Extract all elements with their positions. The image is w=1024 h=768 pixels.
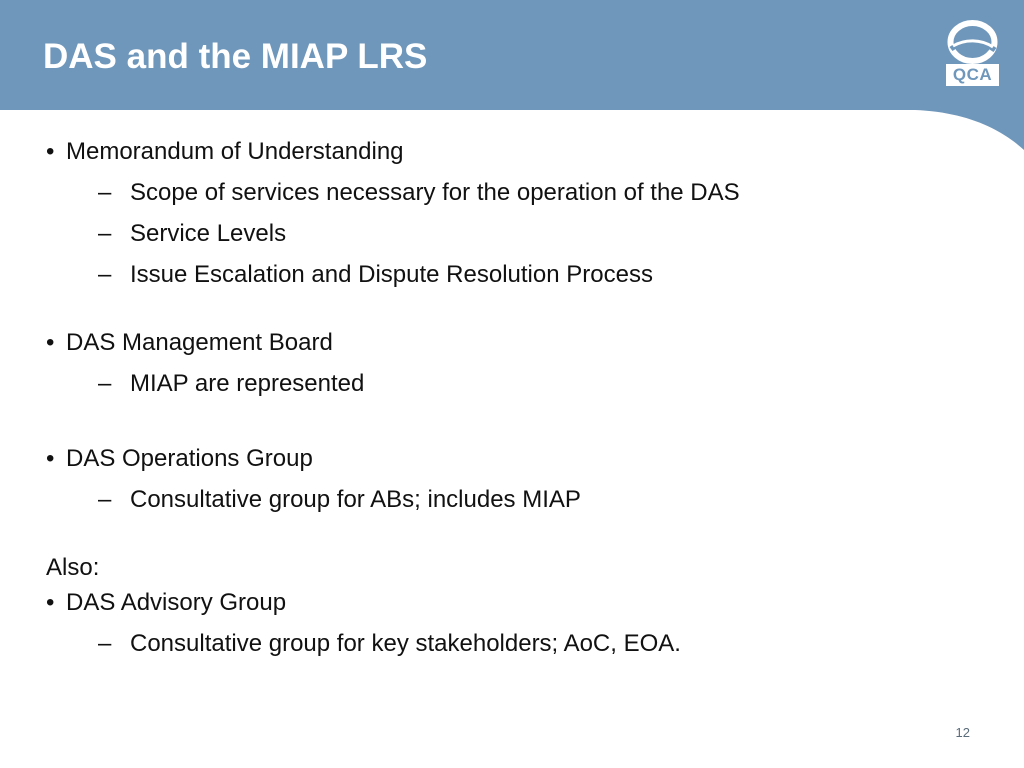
sub-bullet-service-levels: Service Levels [130, 220, 287, 247]
sub-bullet-consultative-stakeholders: Consultative group for key stakeholders; AoC, EOA. [130, 630, 681, 657]
dash-marker: – [98, 630, 112, 657]
sub-bullet-consultative-abs: Consultative group for ABs; includes MIAP [130, 486, 581, 513]
sub-bullet-miap-represented: MIAP are represented [130, 370, 365, 397]
dash-marker: – [98, 179, 112, 206]
bullet-memorandum: Memorandum of Understanding [66, 138, 404, 165]
bullet-management-board: DAS Management Board [66, 329, 333, 356]
page-number: 12 [955, 725, 970, 740]
also-label: Also: [46, 554, 100, 581]
bullet-marker: • [46, 138, 55, 165]
sub-bullet-issue-escalation: Issue Escalation and Dispute Resolution Process [130, 261, 653, 288]
sub-bullet-scope: Scope of services necessary for the operation of the DAS [130, 179, 740, 206]
dash-marker: – [98, 486, 112, 513]
bullet-marker: • [46, 589, 55, 616]
bullet-marker: • [46, 445, 55, 472]
slide-title: DAS and the MIAP LRS [43, 37, 428, 76]
dash-marker: – [98, 261, 112, 288]
bullet-advisory-group: DAS Advisory Group [66, 589, 287, 616]
bullet-operations-group: DAS Operations Group [66, 445, 313, 472]
qca-logo-text: QCA [946, 64, 999, 86]
bullet-marker: • [46, 329, 55, 356]
dash-marker: – [98, 370, 112, 397]
dash-marker: – [98, 220, 112, 247]
